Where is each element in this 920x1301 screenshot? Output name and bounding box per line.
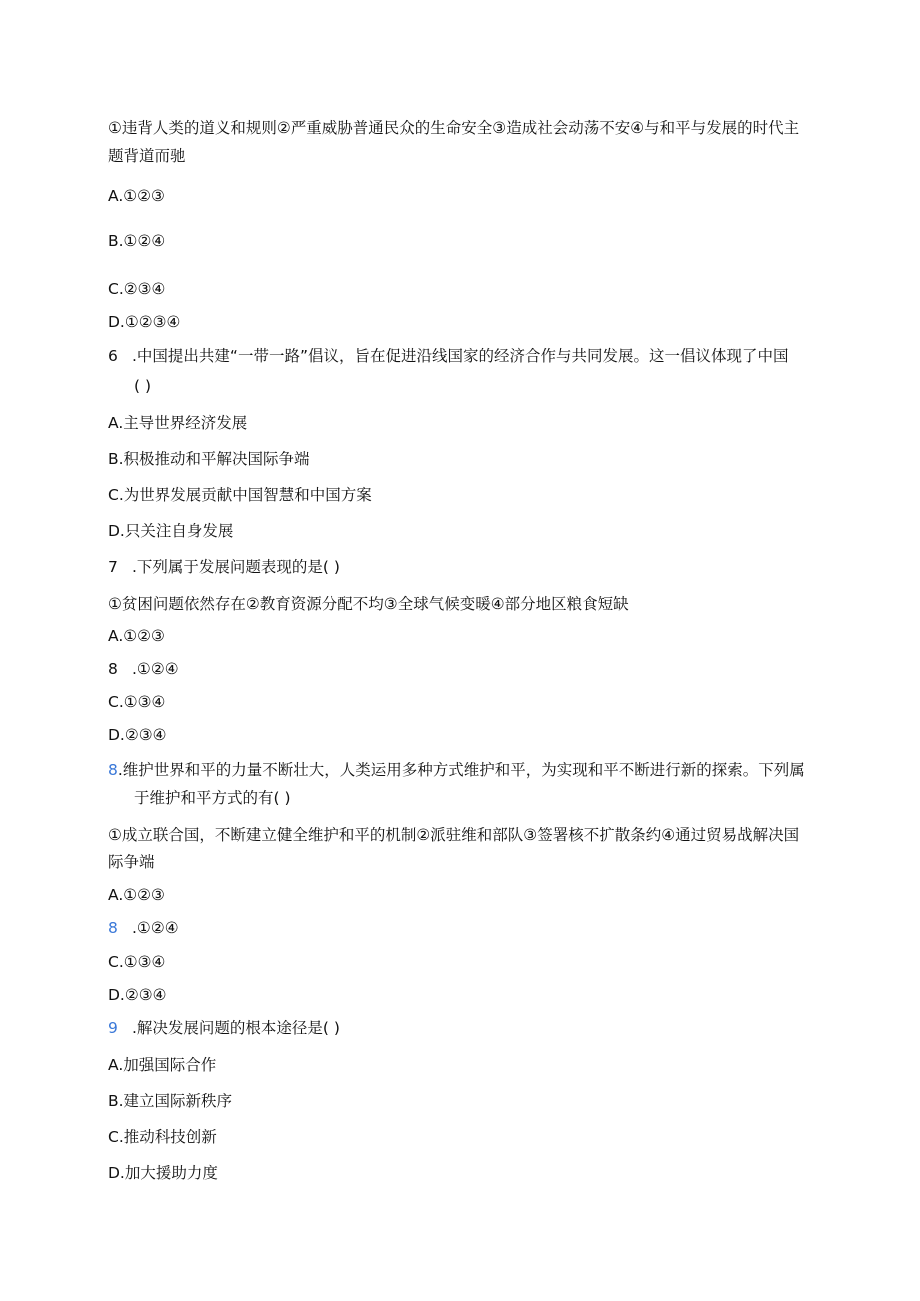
q8-option-a: A.①②③	[108, 886, 165, 904]
q9-option-d: D.加大援助力度	[108, 1164, 218, 1182]
q9-option-b: B.建立国际新秩序	[108, 1092, 233, 1110]
q7-statements: ①贫困问题依然存在②教育资源分配不均③全球气候变暖④部分地区粮食短缺	[108, 595, 629, 613]
question-number: 9	[108, 1019, 118, 1037]
q9-question	[108, 1018, 340, 1038]
q5-option-b: B.①②④	[108, 232, 166, 250]
q6-option-d: D.只关注自身发展	[108, 522, 234, 540]
question-number: 6	[108, 347, 118, 365]
q7-question	[108, 557, 340, 577]
q5-option-c: C.②③④	[108, 280, 166, 298]
q6-question	[108, 346, 789, 366]
q8-question	[108, 760, 805, 780]
q7-option-d: D.②③④	[108, 726, 167, 744]
question-text: .下列属于发展问题表现的是( )	[132, 558, 340, 576]
q8-question-line-2: 于维护和平方式的有( )	[134, 789, 291, 807]
q8-statements-line-1: ①成立联合国，不断建立健全维护和平的机制②派驻维和部队③签署核不扩散条约④通过贸易战解决国	[108, 826, 800, 844]
q6-option-a: A.主导世界经济发展	[108, 414, 248, 432]
q7-option-c: C.①③④	[108, 693, 166, 711]
option-text: .①②④	[132, 919, 179, 937]
q5-option-a: A.①②③	[108, 187, 165, 205]
q9-option-a: A.加强国际合作	[108, 1056, 217, 1074]
q7-option-a: A.①②③	[108, 627, 165, 645]
question-text: .维护世界和平的力量不断壮大，人类运用多种方式维护和平，为实现和平不断进行新的探索。下列属	[117, 761, 805, 779]
question-text: .中国提出共建“一带一路”倡议，旨在促进沿线国家的经济合作与共同发展。这一倡议体现了中国	[132, 347, 789, 365]
q5-statements-line-1: ①违背人类的道义和规则②严重威胁普通民众的生命安全③造成社会动荡不安④与和平与发展的时代主	[108, 119, 800, 137]
q5-option-d: D.①②③④	[108, 313, 181, 331]
q7-option-b	[108, 659, 179, 679]
q6-option-c: C.为世界发展贡献中国智慧和中国方案	[108, 486, 372, 504]
question-number: 7	[108, 558, 118, 576]
q8-option-d: D.②③④	[108, 986, 167, 1004]
q8-statements-line-2: 际争端	[108, 853, 155, 871]
question-number: 8	[108, 919, 118, 937]
question-number: 8	[108, 660, 118, 678]
option-text: .①②④	[132, 660, 179, 678]
q5-statements-line-2: 题背道而驰	[108, 147, 186, 165]
q6-option-b: B.积极推动和平解决国际争端	[108, 450, 310, 468]
question-number: 8	[108, 761, 118, 779]
question-text: .解决发展问题的根本途径是( )	[132, 1019, 340, 1037]
q9-option-c: C.推动科技创新	[108, 1128, 217, 1146]
q8-option-c: C.①③④	[108, 953, 166, 971]
q8-option-b	[108, 918, 179, 938]
q6-answer-blank: ( )	[134, 377, 152, 395]
